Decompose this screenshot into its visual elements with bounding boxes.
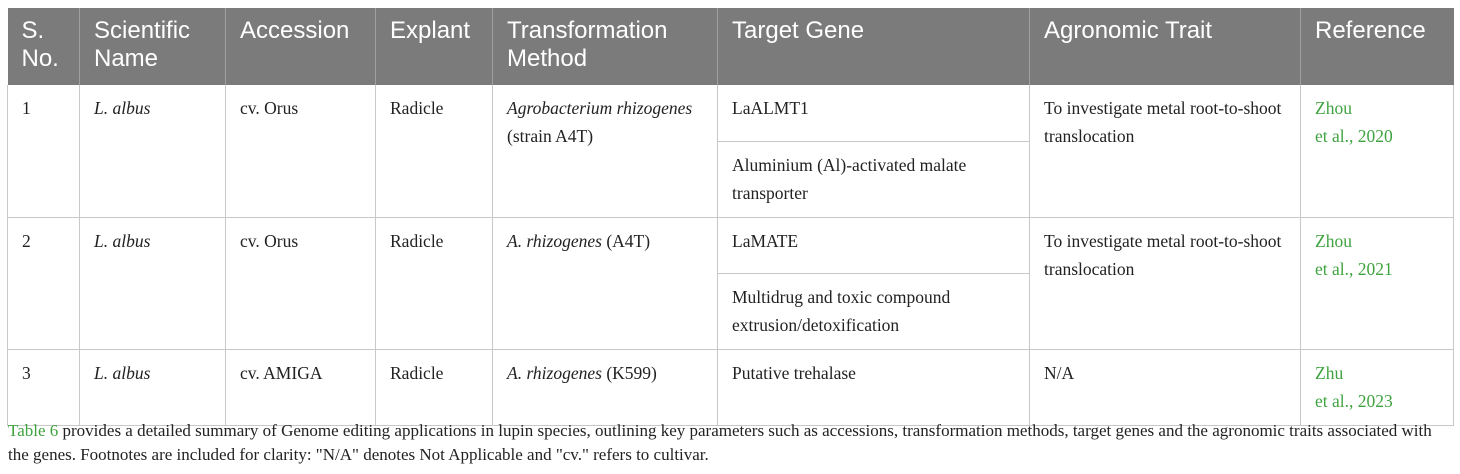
method-strain: (K599) bbox=[601, 362, 657, 383]
cell-reference[interactable] bbox=[1301, 217, 1454, 349]
header-row bbox=[8, 8, 1454, 85]
cell-target-gene: Putative trehalase bbox=[718, 349, 1030, 425]
cell-scientific-name: L. albus bbox=[80, 85, 226, 217]
header-accession: Accession bbox=[226, 8, 376, 85]
cell-accession: cv. Orus bbox=[226, 85, 376, 217]
table-row bbox=[8, 217, 1454, 273]
header-reference: Reference bbox=[1301, 8, 1454, 85]
cell-explant: Radicle bbox=[376, 85, 493, 217]
cell-sno: 2 bbox=[8, 217, 80, 349]
cell-sno: 1 bbox=[8, 85, 80, 217]
cell-accession: cv. Orus bbox=[226, 217, 376, 349]
cell-target-gene-description: Multidrug and toxic compound extrusion/detoxification bbox=[718, 273, 1030, 349]
caption-text: provides a detailed summary of Genome editing applications in lupin species, outlining key parameters such as accessions, transformation methods, target genes and the agronomic traits associated with the genes. Footnotes are included for clarity: "N/A" denotes Not Applicable and "cv." refers to cultivar. bbox=[8, 421, 1432, 464]
reference-author[interactable]: Zhu bbox=[1315, 362, 1344, 383]
cell-target-gene: LaALMT1 bbox=[718, 85, 1030, 141]
header-scientific-name: Scientific Name bbox=[80, 8, 226, 85]
cell-transformation-method bbox=[493, 349, 718, 425]
method-organism: A. rhizogenes bbox=[507, 362, 602, 383]
cell-scientific-name: L. albus bbox=[80, 349, 226, 425]
cell-target-gene-description: Aluminium (Al)-activated malate transporter bbox=[718, 141, 1030, 217]
reference-year[interactable]: et al., 2020 bbox=[1315, 126, 1393, 146]
caption-table-link[interactable]: Table 6 bbox=[8, 421, 59, 440]
method-organism: A. rhizogenes bbox=[507, 230, 602, 251]
cell-transformation-method bbox=[493, 217, 718, 349]
cell-agronomic-trait: To investigate metal root-to-shoot translocation bbox=[1030, 85, 1301, 217]
cell-scientific-name: L. albus bbox=[80, 217, 226, 349]
reference-year[interactable]: et al., 2023 bbox=[1315, 390, 1393, 411]
cell-explant: Radicle bbox=[376, 349, 493, 425]
method-strain: (A4T) bbox=[601, 230, 651, 251]
genome-editing-table bbox=[7, 8, 1454, 426]
header-target-gene: Target Gene bbox=[718, 8, 1030, 85]
header-sno: S. No. bbox=[8, 8, 80, 85]
header-transformation-method: Transformation Method bbox=[493, 8, 718, 85]
table-caption bbox=[8, 419, 1454, 467]
method-organism: Agrobacterium rhizogenes bbox=[507, 98, 693, 118]
table-row bbox=[8, 85, 1454, 141]
table-row bbox=[8, 349, 1454, 425]
reference-author[interactable]: Zhou bbox=[1315, 230, 1352, 251]
cell-accession: cv. AMIGA bbox=[226, 349, 376, 425]
method-strain: (strain A4T) bbox=[507, 126, 594, 146]
cell-reference[interactable] bbox=[1301, 349, 1454, 425]
reference-author[interactable]: Zhou bbox=[1315, 98, 1352, 118]
cell-reference[interactable] bbox=[1301, 85, 1454, 217]
cell-sno: 3 bbox=[8, 349, 80, 425]
cell-transformation-method bbox=[493, 85, 718, 217]
cell-agronomic-trait: To investigate metal root-to-shoot translocation bbox=[1030, 217, 1301, 349]
cell-agronomic-trait: N/A bbox=[1030, 349, 1301, 425]
header-agronomic-trait: Agronomic Trait bbox=[1030, 8, 1301, 85]
reference-year[interactable]: et al., 2021 bbox=[1315, 258, 1393, 279]
cell-explant: Radicle bbox=[376, 217, 493, 349]
header-explant: Explant bbox=[376, 8, 493, 85]
cell-target-gene: LaMATE bbox=[718, 217, 1030, 273]
